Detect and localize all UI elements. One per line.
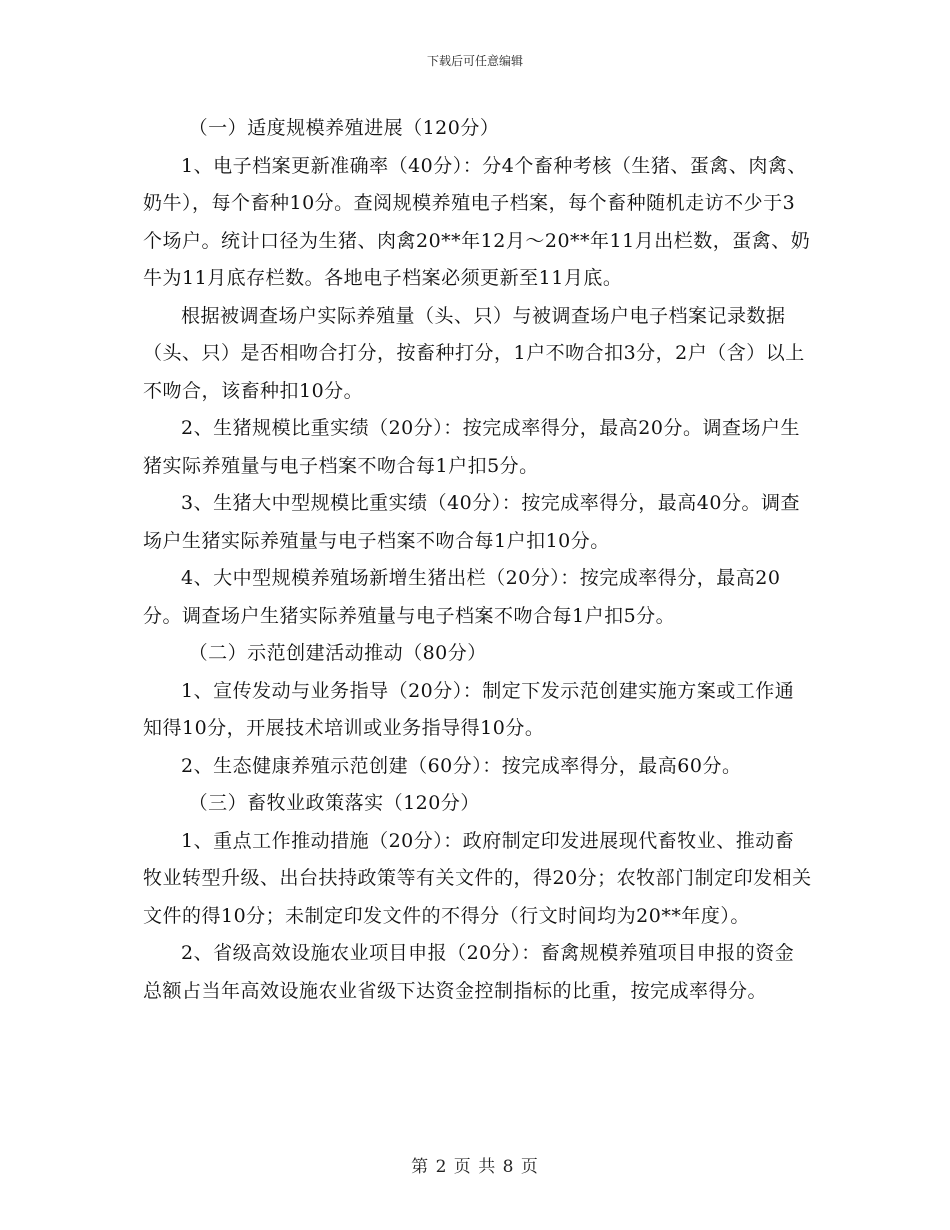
page-footer: 第 2 页 共 8 页 <box>411 1157 539 1177</box>
paragraph-item-3-2: 2、省级高效设施农业项目申报（20分）：畜禽规模养殖项目申报的资金总额占当年高效设施农业省级下达资金控制指标的比重，按完成率得分。 <box>143 942 795 1002</box>
paragraph-item-1-1: 1、电子档案更新准确率（40分）：分4个畜种考核（生猪、蛋禽、肉禽、奶牛），每个畜种10分。查阅规模养殖电子档案，每个畜种随机走访不少于3个场户。统计口径为生猪、肉禽20**年12月～20**年11月出栏数，蛋禽、奶牛为11月底存栏数。各地电子档案必须更新至11月底。 <box>143 154 811 289</box>
paragraph-item-1-2: 2、生猪规模比重实绩（20分）：按完成率得分，最高20分。调查场户生猪实际养殖量与电子档案不吻合每1户扣5分。 <box>143 417 800 477</box>
paragraph-item-3-1: 1、重点工作推动措施（20分）：政府制定印发进展现代畜牧业、推动畜牧业转型升级、出台扶持政策等有关文件的，得20分；农牧部门制定印发相关文件的得10分；未制定印发文件的不得分（行文时间均为20**年度）。 <box>143 829 812 927</box>
paragraph-item-2-2: 2、生态健康养殖示范创建（60分）：按完成率得分，最高60分。 <box>181 754 742 777</box>
document-body <box>143 110 813 1010</box>
paragraph-scoring-rule: 根据被调查场户实际养殖量（头、只）与被调查场户电子档案记录数据（头、只）是否相吻合打分，按畜种打分，1户不吻合扣3分，2户（含）以上不吻合，该畜种扣10分。 <box>143 304 805 402</box>
page-header: 下载后可任意编辑 <box>426 54 523 68</box>
paragraph-item-2-1: 1、宣传发动与业务指导（20分）：制定下发示范创建实施方案或工作通知得10分，开展技术培训或业务指导得10分。 <box>143 679 795 739</box>
paragraph-item-1-3: 3、生猪大中型规模比重实绩（40分）：按完成率得分，最高40分。调查场户生猪实际养殖量与电子档案不吻合每1户扣10分。 <box>143 492 800 552</box>
section-heading-2: （二）示范创建活动推动（80分） <box>188 642 487 664</box>
section-heading-1: （一）适度规模养殖进展（120分） <box>188 117 500 139</box>
section-heading-3: （三）畜牧业政策落实（120分） <box>188 792 480 814</box>
paragraph-item-1-4: 4、大中型规模养殖场新增生猪出栏（20分）：按完成率得分，最高20分。调查场户生猪实际养殖量与电子档案不吻合每1户扣5分。 <box>143 567 781 627</box>
